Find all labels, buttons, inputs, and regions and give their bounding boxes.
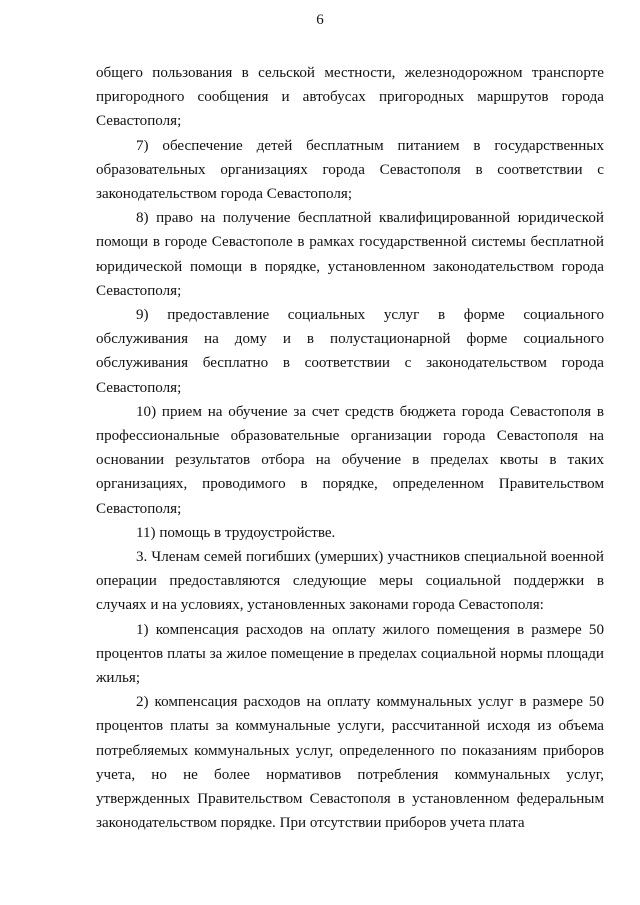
paragraph-section-3-item-1: 1) компенсация расходов на оплату жилого помещения в размере 50 процентов платы за жилое помещение в пределах социальной нормы площади жилья; <box>96 621 604 687</box>
paragraph-item-11: 11) помощь в трудоустройстве. <box>136 524 336 541</box>
page-number: 6 <box>316 12 324 28</box>
paragraph-item-8: 8) право на получение бесплатной квалифицированной юридической помощи в городе Севастополе в рамках государственной системы бесплатной юридической помощи в порядке, установленном законодательством города Севастополя; <box>96 210 604 299</box>
paragraph-item-7: 7) обеспечение детей бесплатным питанием в государственных образовательных организациях города Севастополя в соответствии с законодательством города Севастополя; <box>96 137 604 203</box>
paragraph-continuation: общего пользования в сельской местности, железнодорожном транспорте пригородного сообщения и автобусах пригородных маршрутов города Севастополя; <box>96 65 604 130</box>
paragraph-item-9: 9) предоставление социальных услуг в форме социального обслуживания на дому и в полустационарной форме социального обслуживания бесплатно в соответствии с законодательством города Севастополя; <box>96 307 604 396</box>
document-body <box>96 61 604 836</box>
paragraph-section-3: 3. Членам семей погибших (умерших) участников специальной военной операции предоставляются следующие меры социальной поддержки в случаях и на условиях, установленных законами города Севастополя: <box>96 549 604 614</box>
paragraph-item-10: 10) прием на обучение за счет средств бюджета города Севастополя в профессиональные образовательные организации города Севастополя на основании результатов отбора на обучение в пределах квоты в таких организациях, проводимого в порядке, определенном Правительством Севастополя; <box>96 403 604 517</box>
paragraph-section-3-item-2: 2) компенсация расходов на оплату коммунальных услуг в размере 50 процентов платы за коммунальные услуги, рассчитанной исходя из объема потребляемых коммунальных услуг, определенного по показаниям приборов учета, но не более нормативов потребления коммунальных услуг, утвержденных Правительством Севастополя в установленном федеральным законодательством порядке. При отсутствии приборов учета плата <box>96 694 604 832</box>
